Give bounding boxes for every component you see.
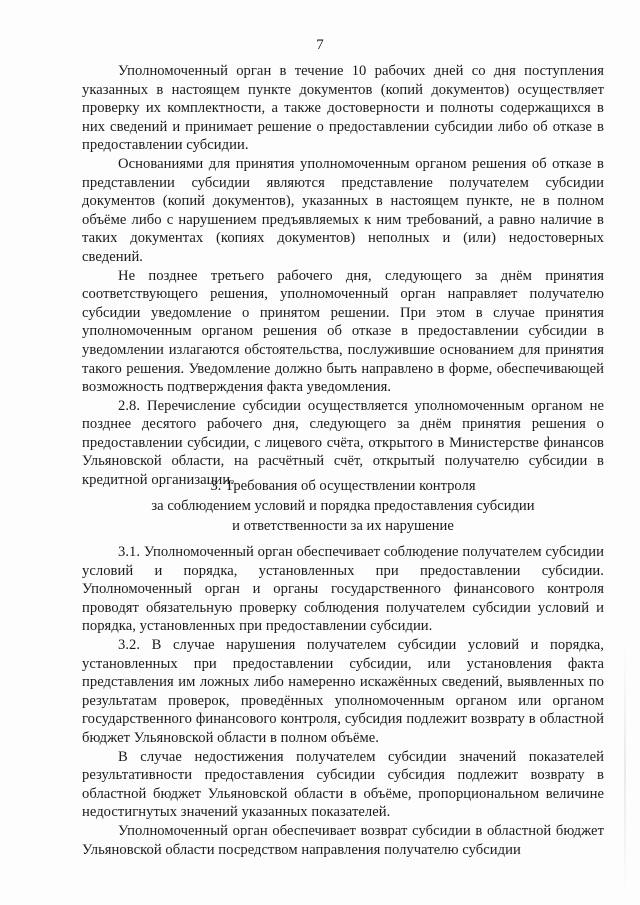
scan-edge-shadow <box>624 640 626 900</box>
text-block-bottom <box>82 543 604 859</box>
section-heading-line: за соблюдением условий и порядка предоставления субсидии <box>151 498 535 514</box>
paragraph-return: Уполномоченный орган обеспечивает возврат субсидии в областной бюджет Ульяновской области посредством направления получателю субсидии <box>82 822 604 858</box>
paragraph-non-achievement: В случае недостижения получателем субсидии значений показателей результативности предоставления субсидии субсидия подлежит возврату в областной бюджет Ульяновской области в объёме, пропорциональном величине недостигнутых значений указанных показателей. <box>82 748 604 821</box>
section-heading <box>82 476 604 536</box>
text-block-top <box>82 62 604 490</box>
paragraph-notification: Не позднее третьего рабочего дня, следующего за днём принятия соответствующего решения, уполномоченный орган направляет получателю субсидии уведомление о принятом решении. При этом в случае принятия уполномоченным органом решения об отказе в предоставлении субсидии в уведомлении излагаются обстоятельства, послужившие основанием для принятия такого решения. Уведомление должно быть направлено в форме, обеспечивающей возможность подтверждения факта уведомления. <box>82 267 604 396</box>
section-heading-line: и ответственности за их нарушение <box>232 518 454 534</box>
paragraph-3-1: 3.1. Уполномоченный орган обеспечивает соблюдение получателем субсидии условий и порядка, установленных при предоставлении субсидии. Уполномоченный орган и органы государственного финансового контроля проводят обязательную проверку соблюдения получателем субсидии условий и порядка, установленных при предоставлении субсидии. <box>82 544 604 635</box>
paragraph-transfer: 2.8. Перечисление субсидии осуществляется уполномоченным органом не позднее десятого рабочего дня, следующего за днём принятия решения о предоставлении субсидии, с лицевого счёта, открытого в Министерстве финансов Ульяновской области, на расчётный счёт, открытый получателю субсидии в кредитной организации. <box>82 397 604 489</box>
page-number: 7 <box>316 37 324 53</box>
paragraph-refusal-grounds: Основаниями для принятия уполномоченным органом решения об отказе в представлении субсидии являются представление получателем субсидии документов (копий документов), указанных в настоящем пункте, не в полном объёме либо с нарушением предъявляемых к ним требований, а равно наличие в таких документах (копиях документов) неполных и (или) недостоверных сведений. <box>82 155 604 265</box>
paragraph-review-deadline: Уполномоченный орган в течение 10 рабочих дней со дня поступления указанных в настоящем пункте документов (копий документов) осуществляет проверку их комплектности, а также достоверности и полноты содержащихся в них сведений и принимает решение о предоставлении субсидии либо об отказе в предоставлении субсидии. <box>82 63 604 154</box>
paragraph-3-2: 3.2. В случае нарушения получателем субсидии условий и порядка, установленных при предоставлении субсидии, или установления факта представления им ложных либо намеренно искажённых сведений, выявленных по результатам проверок, проведённых уполномоченным органом или органом государственного финансового контроля, субсидия подлежит возврату в областной бюджет Ульяновской области в полном объёме. <box>82 636 604 746</box>
section-heading-line: 3. Требования об осуществлении контроля <box>210 478 476 494</box>
